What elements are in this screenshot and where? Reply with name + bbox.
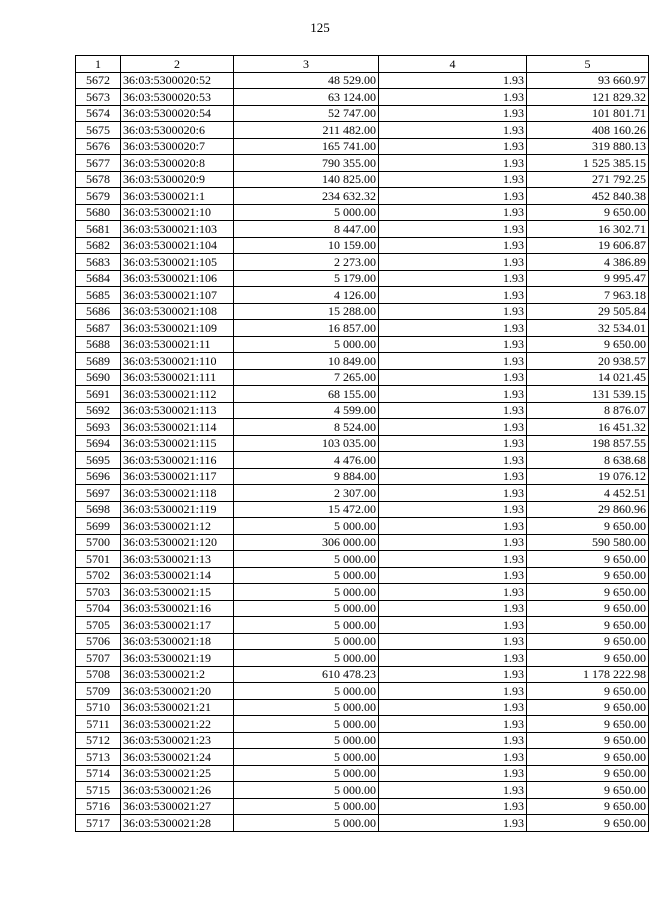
area-cell: 15 288.00 [234,303,379,320]
cadastral-number-cell: 36:03:5300021:16 [121,600,234,617]
table-row [76,254,649,271]
cadastral-number-cell: 36:03:5300021:111 [121,369,234,386]
coefficient-cell: 1.93 [379,287,527,304]
coefficient-cell: 1.93 [379,386,527,403]
cadastral-number-cell: 36:03:5300021:106 [121,270,234,287]
table-row [76,468,649,485]
cadastral-number-cell: 36:03:5300021:13 [121,551,234,568]
coefficient-cell: 1.93 [379,155,527,172]
value-cell: 271 792.25 [527,171,649,188]
cadastral-number-cell: 36:03:5300021:26 [121,782,234,799]
area-cell: 4 599.00 [234,402,379,419]
row-number-cell: 5688 [76,336,121,353]
area-cell: 48 529.00 [234,72,379,89]
value-cell: 19 606.87 [527,237,649,254]
row-number-cell: 5711 [76,716,121,733]
table-row [76,551,649,568]
coefficient-cell: 1.93 [379,798,527,815]
coefficient-cell: 1.93 [379,732,527,749]
table-row [76,765,649,782]
coefficient-cell: 1.93 [379,650,527,667]
area-cell: 10 849.00 [234,353,379,370]
cadastral-number-cell: 36:03:5300021:2 [121,666,234,683]
cadastral-number-cell: 36:03:5300021:1 [121,188,234,205]
value-cell: 16 302.71 [527,221,649,238]
table-row [76,518,649,535]
table-body [76,72,649,831]
value-cell: 9 650.00 [527,716,649,733]
coefficient-cell: 1.93 [379,105,527,122]
coefficient-cell: 1.93 [379,683,527,700]
table-row [76,435,649,452]
cadastral-number-cell: 36:03:5300020:54 [121,105,234,122]
coefficient-cell: 1.93 [379,452,527,469]
coefficient-cell: 1.93 [379,122,527,139]
page-number: 125 [310,20,330,35]
value-cell: 319 880.13 [527,138,649,155]
cadastral-number-cell: 36:03:5300021:14 [121,567,234,584]
table-row [76,386,649,403]
value-cell: 19 076.12 [527,468,649,485]
table-row [76,815,649,832]
area-cell: 5 000.00 [234,782,379,799]
coefficient-cell: 1.93 [379,419,527,436]
value-cell: 9 650.00 [527,815,649,832]
coefficient-cell: 1.93 [379,221,527,238]
row-number-cell: 5715 [76,782,121,799]
table-row [76,122,649,139]
cadastral-number-cell: 36:03:5300021:103 [121,221,234,238]
area-cell: 790 355.00 [234,155,379,172]
coefficient-cell: 1.93 [379,72,527,89]
coefficient-cell: 1.93 [379,633,527,650]
coefficient-cell: 1.93 [379,468,527,485]
coefficient-cell: 1.93 [379,188,527,205]
value-cell: 8 638.68 [527,452,649,469]
table-row [76,270,649,287]
value-cell: 4 452.51 [527,485,649,502]
row-number-cell: 5698 [76,501,121,518]
value-cell: 9 995.47 [527,270,649,287]
value-cell: 9 650.00 [527,782,649,799]
table-row [76,105,649,122]
cadastral-number-cell: 36:03:5300020:8 [121,155,234,172]
row-number-cell: 5680 [76,204,121,221]
area-cell: 68 155.00 [234,386,379,403]
cadastral-number-cell: 36:03:5300021:107 [121,287,234,304]
table-row [76,749,649,766]
table-row [76,633,649,650]
table-row [76,683,649,700]
area-cell: 5 000.00 [234,732,379,749]
value-cell: 131 539.15 [527,386,649,403]
row-number-cell: 5704 [76,600,121,617]
area-cell: 2 273.00 [234,254,379,271]
coefficient-cell: 1.93 [379,765,527,782]
value-cell: 32 534.01 [527,320,649,337]
cadastral-number-cell: 36:03:5300021:114 [121,419,234,436]
cadastral-number-cell: 36:03:5300021:108 [121,303,234,320]
coefficient-cell: 1.93 [379,89,527,106]
area-cell: 7 265.00 [234,369,379,386]
table-row [76,171,649,188]
row-number-cell: 5693 [76,419,121,436]
row-number-cell: 5681 [76,221,121,238]
cadastral-number-cell: 36:03:5300021:105 [121,254,234,271]
area-cell: 8 524.00 [234,419,379,436]
value-cell: 29 860.96 [527,501,649,518]
row-number-cell: 5678 [76,171,121,188]
table-row [76,303,649,320]
value-cell: 1 178 222.98 [527,666,649,683]
row-number-cell: 5675 [76,122,121,139]
header-row [76,56,649,73]
row-number-cell: 5709 [76,683,121,700]
row-number-cell: 5673 [76,89,121,106]
area-cell: 5 000.00 [234,600,379,617]
area-cell: 5 000.00 [234,749,379,766]
value-cell: 29 505.84 [527,303,649,320]
cadastral-number-cell: 36:03:5300021:109 [121,320,234,337]
table-row [76,221,649,238]
row-number-cell: 5677 [76,155,121,172]
coefficient-cell: 1.93 [379,782,527,799]
area-cell: 52 747.00 [234,105,379,122]
coefficient-cell: 1.93 [379,353,527,370]
row-number-cell: 5683 [76,254,121,271]
cadastral-number-cell: 36:03:5300020:6 [121,122,234,139]
column-header-4: 4 [379,56,527,73]
value-cell: 9 650.00 [527,551,649,568]
area-cell: 5 000.00 [234,765,379,782]
row-number-cell: 5705 [76,617,121,634]
row-number-cell: 5710 [76,699,121,716]
row-number-cell: 5708 [76,666,121,683]
coefficient-cell: 1.93 [379,699,527,716]
column-header-2: 2 [121,56,234,73]
cadastral-number-cell: 36:03:5300021:17 [121,617,234,634]
table-row [76,138,649,155]
table-row [76,452,649,469]
row-number-cell: 5694 [76,435,121,452]
coefficient-cell: 1.93 [379,534,527,551]
table-row [76,353,649,370]
area-cell: 4 126.00 [234,287,379,304]
cadastral-number-cell: 36:03:5300021:28 [121,815,234,832]
value-cell: 1 525 385.15 [527,155,649,172]
cadastral-number-cell: 36:03:5300021:24 [121,749,234,766]
cadastral-number-cell: 36:03:5300021:22 [121,716,234,733]
cadastral-number-cell: 36:03:5300020:53 [121,89,234,106]
area-cell: 5 000.00 [234,716,379,733]
value-cell: 9 650.00 [527,699,649,716]
area-cell: 5 000.00 [234,567,379,584]
row-number-cell: 5701 [76,551,121,568]
row-number-cell: 5692 [76,402,121,419]
table-row [76,369,649,386]
area-cell: 10 159.00 [234,237,379,254]
cadastral-number-cell: 36:03:5300021:20 [121,683,234,700]
cadastral-number-cell: 36:03:5300020:7 [121,138,234,155]
cadastral-number-cell: 36:03:5300021:119 [121,501,234,518]
cadastral-number-cell: 36:03:5300020:9 [121,171,234,188]
table-row [76,72,649,89]
cadastral-number-cell: 36:03:5300021:112 [121,386,234,403]
table-row [76,485,649,502]
coefficient-cell: 1.93 [379,369,527,386]
area-cell: 5 000.00 [234,518,379,535]
area-cell: 5 000.00 [234,650,379,667]
coefficient-cell: 1.93 [379,237,527,254]
cadastral-number-cell: 36:03:5300021:120 [121,534,234,551]
column-header-5: 5 [527,56,649,73]
coefficient-cell: 1.93 [379,204,527,221]
table-row [76,798,649,815]
table-row [76,782,649,799]
coefficient-cell: 1.93 [379,518,527,535]
cadastral-number-cell: 36:03:5300021:118 [121,485,234,502]
area-cell: 211 482.00 [234,122,379,139]
row-number-cell: 5697 [76,485,121,502]
table-row [76,617,649,634]
coefficient-cell: 1.93 [379,600,527,617]
cadastral-number-cell: 36:03:5300021:115 [121,435,234,452]
value-cell: 9 650.00 [527,749,649,766]
value-cell: 590 580.00 [527,534,649,551]
area-cell: 5 000.00 [234,699,379,716]
table-row [76,716,649,733]
table-row [76,155,649,172]
row-number-cell: 5690 [76,369,121,386]
value-cell: 9 650.00 [527,732,649,749]
area-cell: 5 000.00 [234,815,379,832]
row-number-cell: 5706 [76,633,121,650]
area-cell: 5 000.00 [234,551,379,568]
row-number-cell: 5707 [76,650,121,667]
cadastral-number-cell: 36:03:5300021:113 [121,402,234,419]
value-cell: 9 650.00 [527,567,649,584]
table-row [76,89,649,106]
coefficient-cell: 1.93 [379,666,527,683]
area-cell: 610 478.23 [234,666,379,683]
coefficient-cell: 1.93 [379,336,527,353]
table-row [76,600,649,617]
value-cell: 9 650.00 [527,204,649,221]
cadastral-number-cell: 36:03:5300021:15 [121,584,234,601]
area-cell: 8 447.00 [234,221,379,238]
value-cell: 7 963.18 [527,287,649,304]
value-cell: 9 650.00 [527,336,649,353]
row-number-cell: 5689 [76,353,121,370]
table-row [76,699,649,716]
cadastral-number-cell: 36:03:5300021:117 [121,468,234,485]
coefficient-cell: 1.93 [379,567,527,584]
table-row [76,287,649,304]
coefficient-cell: 1.93 [379,749,527,766]
area-cell: 5 000.00 [234,633,379,650]
coefficient-cell: 1.93 [379,584,527,601]
row-number-cell: 5700 [76,534,121,551]
coefficient-cell: 1.93 [379,716,527,733]
table-row [76,501,649,518]
table-row [76,402,649,419]
row-number-cell: 5679 [76,188,121,205]
cadastral-number-cell: 36:03:5300021:10 [121,204,234,221]
cadastral-number-cell: 36:03:5300021:12 [121,518,234,535]
row-number-cell: 5676 [76,138,121,155]
table-row [76,419,649,436]
value-cell: 9 650.00 [527,650,649,667]
area-cell: 5 000.00 [234,617,379,634]
cadastral-number-cell: 36:03:5300021:25 [121,765,234,782]
area-cell: 5 000.00 [234,798,379,815]
area-cell: 5 000.00 [234,584,379,601]
table-row [76,567,649,584]
row-number-cell: 5702 [76,567,121,584]
value-cell: 20 938.57 [527,353,649,370]
row-number-cell: 5703 [76,584,121,601]
row-number-cell: 5716 [76,798,121,815]
value-cell: 408 160.26 [527,122,649,139]
value-cell: 9 650.00 [527,798,649,815]
coefficient-cell: 1.93 [379,171,527,188]
coefficient-cell: 1.93 [379,270,527,287]
value-cell: 93 660.97 [527,72,649,89]
value-cell: 4 386.89 [527,254,649,271]
value-cell: 101 801.71 [527,105,649,122]
area-cell: 5 000.00 [234,336,379,353]
row-number-cell: 5686 [76,303,121,320]
table-row [76,336,649,353]
value-cell: 9 650.00 [527,765,649,782]
value-cell: 9 650.00 [527,617,649,634]
table-row [76,732,649,749]
cadastral-number-cell: 36:03:5300021:11 [121,336,234,353]
area-cell: 9 884.00 [234,468,379,485]
row-number-cell: 5684 [76,270,121,287]
table-row [76,237,649,254]
row-number-cell: 5714 [76,765,121,782]
row-number-cell: 5687 [76,320,121,337]
table-row [76,534,649,551]
cadastral-number-cell: 36:03:5300021:23 [121,732,234,749]
value-cell: 9 650.00 [527,600,649,617]
cadastral-number-cell: 36:03:5300020:52 [121,72,234,89]
row-number-cell: 5682 [76,237,121,254]
area-cell: 140 825.00 [234,171,379,188]
value-cell: 452 840.38 [527,188,649,205]
table-row [76,320,649,337]
area-cell: 103 035.00 [234,435,379,452]
row-number-cell: 5674 [76,105,121,122]
table-row [76,584,649,601]
row-number-cell: 5717 [76,815,121,832]
area-cell: 165 741.00 [234,138,379,155]
value-cell: 16 451.32 [527,419,649,436]
row-number-cell: 5696 [76,468,121,485]
area-cell: 16 857.00 [234,320,379,337]
row-number-cell: 5695 [76,452,121,469]
value-cell: 14 021.45 [527,369,649,386]
area-cell: 2 307.00 [234,485,379,502]
coefficient-cell: 1.93 [379,435,527,452]
area-cell: 63 124.00 [234,89,379,106]
coefficient-cell: 1.93 [379,485,527,502]
value-cell: 8 876.07 [527,402,649,419]
data-table [75,55,649,832]
value-cell: 198 857.55 [527,435,649,452]
area-cell: 5 179.00 [234,270,379,287]
cadastral-number-cell: 36:03:5300021:18 [121,633,234,650]
cadastral-number-cell: 36:03:5300021:27 [121,798,234,815]
table-row [76,204,649,221]
value-cell: 121 829.32 [527,89,649,106]
coefficient-cell: 1.93 [379,501,527,518]
cadastral-number-cell: 36:03:5300021:110 [121,353,234,370]
table-row [76,650,649,667]
value-cell: 9 650.00 [527,683,649,700]
coefficient-cell: 1.93 [379,617,527,634]
column-header-3: 3 [234,56,379,73]
coefficient-cell: 1.93 [379,815,527,832]
area-cell: 5 000.00 [234,204,379,221]
row-number-cell: 5699 [76,518,121,535]
row-number-cell: 5691 [76,386,121,403]
coefficient-cell: 1.93 [379,402,527,419]
area-cell: 306 000.00 [234,534,379,551]
area-cell: 15 472.00 [234,501,379,518]
area-cell: 234 632.32 [234,188,379,205]
coefficient-cell: 1.93 [379,254,527,271]
coefficient-cell: 1.93 [379,551,527,568]
coefficient-cell: 1.93 [379,303,527,320]
row-number-cell: 5713 [76,749,121,766]
table-row [76,666,649,683]
value-cell: 9 650.00 [527,633,649,650]
column-header-1: 1 [76,56,121,73]
cadastral-number-cell: 36:03:5300021:116 [121,452,234,469]
cadastral-number-cell: 36:03:5300021:104 [121,237,234,254]
area-cell: 4 476.00 [234,452,379,469]
coefficient-cell: 1.93 [379,138,527,155]
cadastral-number-cell: 36:03:5300021:21 [121,699,234,716]
area-cell: 5 000.00 [234,683,379,700]
row-number-cell: 5712 [76,732,121,749]
row-number-cell: 5685 [76,287,121,304]
coefficient-cell: 1.93 [379,320,527,337]
table-row [76,188,649,205]
row-number-cell: 5672 [76,72,121,89]
cadastral-number-cell: 36:03:5300021:19 [121,650,234,667]
value-cell: 9 650.00 [527,518,649,535]
value-cell: 9 650.00 [527,584,649,601]
